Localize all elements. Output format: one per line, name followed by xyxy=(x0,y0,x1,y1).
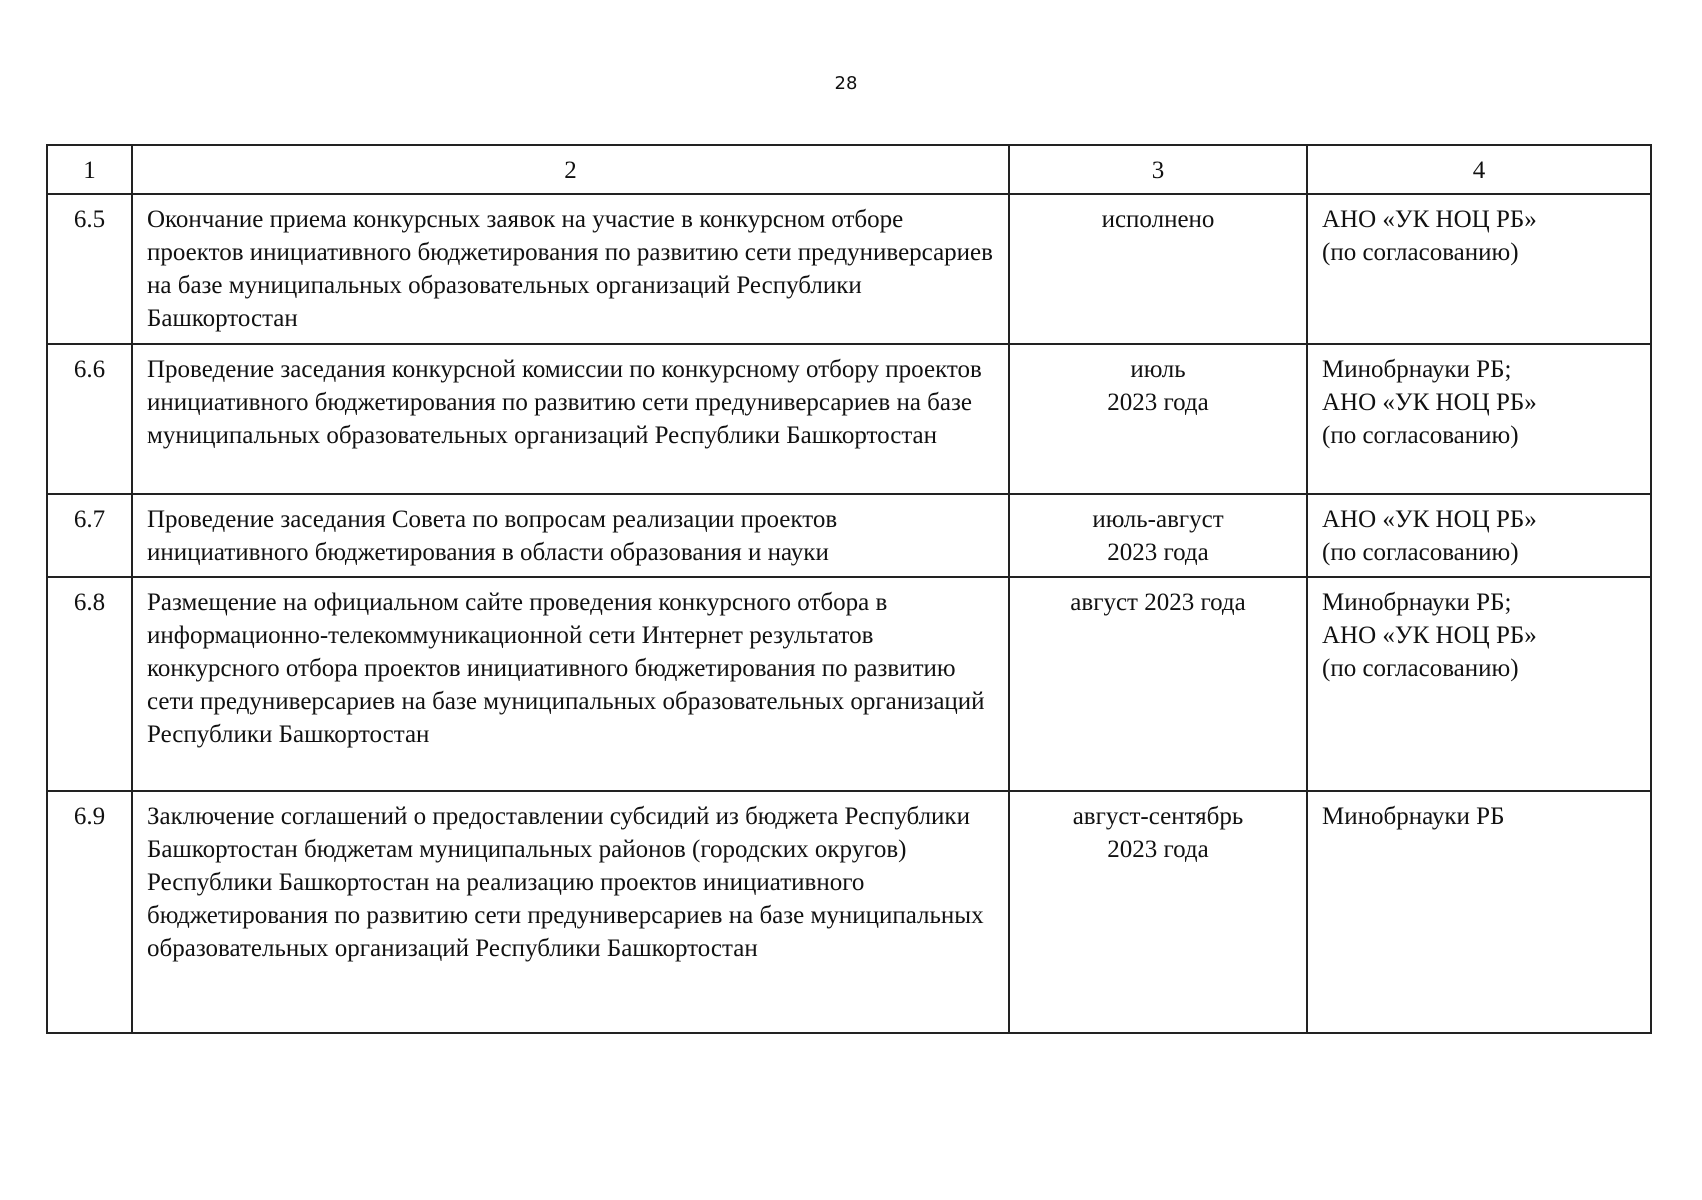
deadline: август 2023 года xyxy=(1009,577,1307,791)
table-row xyxy=(47,577,1651,791)
deadline: июль 2023 года xyxy=(1009,344,1307,494)
row-number: 6.6 xyxy=(47,344,132,494)
responsible: Минобрнауки РБ xyxy=(1307,791,1651,1033)
event-description: Окончание приема конкурсных заявок на участие в конкурсном отборе проектов инициативного бюджетирования по развитию сети предуниверсариев на базе муниципальных образовательных организаций Республики Башкортостан xyxy=(132,194,1009,344)
row-number: 6.7 xyxy=(47,494,132,577)
table-row xyxy=(47,344,1651,494)
plan-table xyxy=(46,144,1652,1034)
responsible: Минобрнауки РБ; АНО «УК НОЦ РБ» (по согласованию) xyxy=(1307,344,1651,494)
header-cell: 3 xyxy=(1009,145,1307,194)
responsible: АНО «УК НОЦ РБ» (по согласованию) xyxy=(1307,494,1651,577)
table-header-row xyxy=(47,145,1651,194)
table-row xyxy=(47,791,1651,1033)
event-description: Заключение соглашений о предоставлении субсидий из бюджета Республики Башкортостан бюджетам муниципальных районов (городских округов) Республики Башкортостан на реализацию проектов инициативного бюджетирования по развитию сети предуниверсариев на базе муниципальных образовательных организаций Республики Башкортостан xyxy=(132,791,1009,1033)
table-row xyxy=(47,194,1651,344)
responsible: Минобрнауки РБ; АНО «УК НОЦ РБ» (по согласованию) xyxy=(1307,577,1651,791)
header-cell: 2 xyxy=(132,145,1009,194)
row-number: 6.9 xyxy=(47,791,132,1033)
row-number: 6.8 xyxy=(47,577,132,791)
event-description: Проведение заседания конкурсной комиссии по конкурсному отбору проектов инициативного бюджетирования по развитию сети предуниверсариев на базе муниципальных образовательных организаций Республики Башкортостан xyxy=(132,344,1009,494)
header-cell: 4 xyxy=(1307,145,1651,194)
deadline: июль-август 2023 года xyxy=(1009,494,1307,577)
deadline: август-сентябрь 2023 года xyxy=(1009,791,1307,1033)
responsible: АНО «УК НОЦ РБ» (по согласованию) xyxy=(1307,194,1651,344)
row-number: 6.5 xyxy=(47,194,132,344)
event-description: Размещение на официальном сайте проведения конкурсного отбора в информационно-телекоммуникационной сети Интернет результатов конкурсного отбора проектов инициативного бюджетирования по развитию сети предуниверсариев на базе муниципальных образовательных организаций Республики Башкортостан xyxy=(132,577,1009,791)
header-cell: 1 xyxy=(47,145,132,194)
page-number: 28 xyxy=(834,73,858,94)
deadline: исполнено xyxy=(1009,194,1307,344)
event-description: Проведение заседания Совета по вопросам реализации проектов инициативного бюджетирования в области образования и науки xyxy=(132,494,1009,577)
table-row xyxy=(47,494,1651,577)
